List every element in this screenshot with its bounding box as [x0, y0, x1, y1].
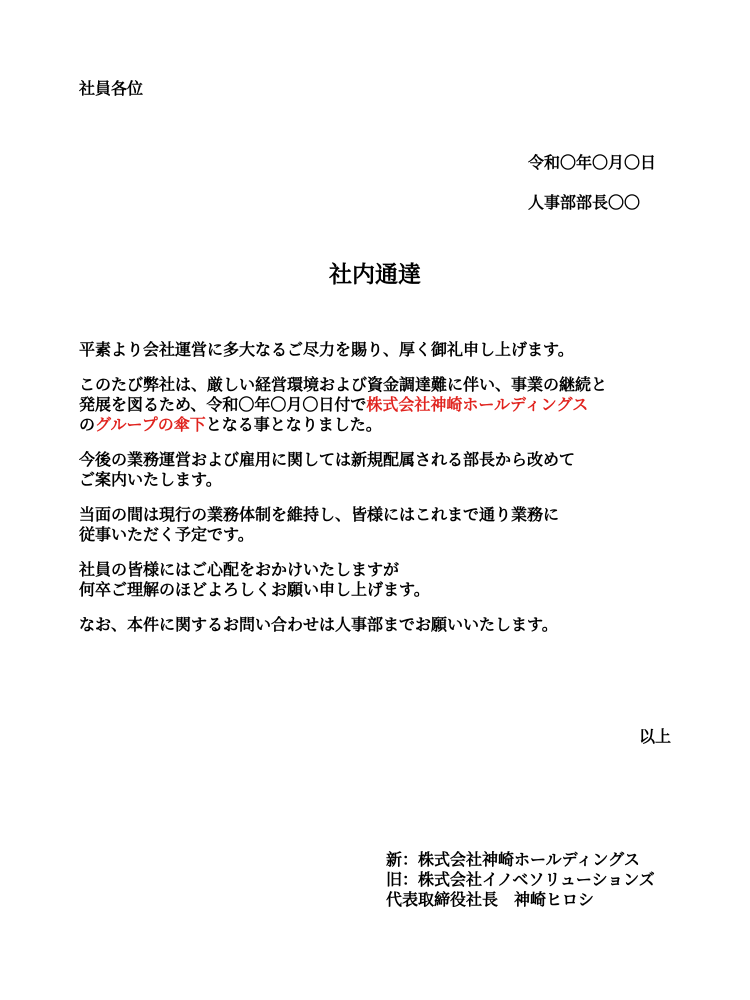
paragraph-operations — [79, 450, 699, 490]
paragraph-line: 何卒ご理解のほどよろしくお願い申し上げます。 — [79, 580, 430, 599]
paragraph-line: 当面の間は現行の業務体制を維持し、皆様にはこれまで通り業務に — [79, 505, 560, 524]
signature-old-company: 旧：株式会社イノベソリューションズ — [386, 870, 655, 889]
line-text: となる事となりました。 — [205, 415, 382, 434]
document-body — [79, 340, 699, 650]
paragraph-contact — [79, 615, 699, 635]
paragraph-line: 社員の皆様にはご心配をおかけいたしますが — [79, 560, 400, 579]
closing-remark: 以上 — [638, 727, 671, 746]
paragraph-apology — [79, 560, 699, 600]
sender: 人事部部長〇〇 — [528, 193, 641, 212]
paragraph-line: 平素より会社運営に多大なるご尽力を賜り、厚く御礼申し上げます。 — [79, 340, 574, 359]
paragraph-line: 今後の業務運営および雇用に関しては新規配属される部長から改めて — [79, 450, 576, 469]
paragraph-current-system — [79, 505, 699, 545]
paragraph-line: ご案内いたします。 — [79, 470, 222, 489]
paragraph-line: 従事いただく予定です。 — [79, 525, 254, 544]
signature-new-company: 新：株式会社神崎ホールディングス — [386, 850, 640, 869]
paragraph-line — [79, 395, 699, 415]
highlight-company-name: 株式会社神崎ホールディングス — [366, 395, 589, 414]
paragraph-line: なお、本件に関するお問い合わせは人事部までお願いいたします。 — [79, 615, 558, 634]
line-text: 発展を図るため、令和〇年〇月〇日付で — [79, 395, 367, 414]
paragraph-line — [79, 415, 699, 435]
document-title: 社内通達 — [329, 262, 421, 288]
addressee: 社員各位 — [79, 79, 144, 98]
highlight-group-umbrella: グループの傘下 — [95, 415, 206, 434]
paragraph-announcement — [79, 375, 699, 435]
signature-block — [386, 850, 655, 910]
paragraph-greeting — [79, 340, 699, 360]
line-text: の — [79, 415, 96, 434]
issue-date: 令和〇年〇月〇日 — [528, 153, 657, 172]
signature-representative: 代表取締役社長 神崎ヒロシ — [386, 890, 595, 909]
paragraph-line: このたび弊社は、厳しい経営環境および資金調達難に伴い、事業の継続と — [79, 375, 608, 394]
